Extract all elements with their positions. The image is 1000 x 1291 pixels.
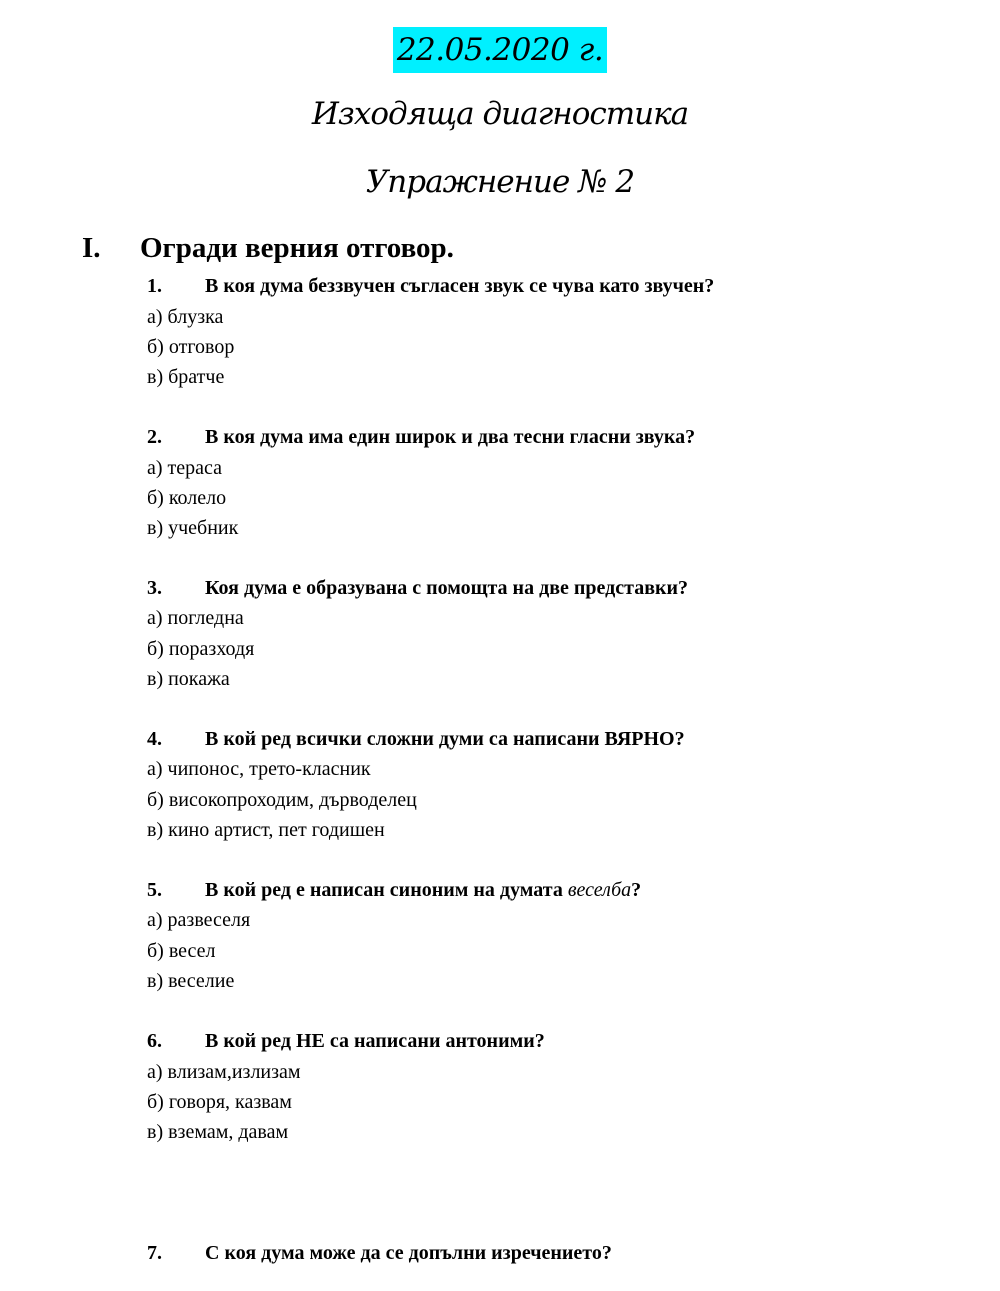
question-4	[147, 726, 685, 752]
exercise-title: Упражнение № 2	[365, 164, 635, 200]
question-number: 1.	[147, 275, 162, 297]
answer-option[interactable]: в) вземам, давам	[147, 1121, 289, 1143]
answer-option[interactable]: в) покажа	[147, 668, 230, 690]
answer-option[interactable]: в) кино артист, пет годишен	[147, 819, 385, 841]
section-number: I.	[82, 232, 101, 264]
answer-option[interactable]: а) погледна	[147, 607, 244, 629]
worksheet-title: Изходяща диагностика	[311, 96, 689, 132]
answer-option[interactable]: б) поразходя	[147, 638, 255, 660]
question-text: В кой ред всички сложни думи са написани ВЯРНО?	[205, 728, 685, 750]
question-number: 6.	[147, 1030, 162, 1052]
question-text: В кой ред НЕ са написани антоними?	[205, 1030, 545, 1052]
question-emphasis: веселба	[567, 879, 632, 901]
answer-option[interactable]: а) влизам,излизам	[147, 1061, 301, 1083]
answer-option[interactable]: б) говоря, казвам	[147, 1091, 292, 1113]
answer-option[interactable]: а) чипонос, трето-класник	[147, 758, 371, 780]
question-text: С коя дума може да се допълни изречението?	[205, 1242, 612, 1264]
answer-option[interactable]: б) колело	[147, 487, 227, 509]
question-text: Коя дума е образувана с помощта на две представки?	[205, 577, 689, 599]
question-number: 7.	[147, 1242, 162, 1264]
section-heading	[82, 228, 454, 268]
question-number: 5.	[147, 879, 162, 901]
question-text: В коя дума беззвучен съгласен звук се чува като звучен?	[205, 275, 715, 297]
question-number: 4.	[147, 728, 162, 750]
section-instruction: Огради верния отговор.	[140, 232, 454, 264]
answer-option[interactable]: в) учебник	[147, 517, 239, 539]
answer-option[interactable]: б) високопроходим, дърводелец	[147, 789, 417, 811]
question-5	[147, 877, 641, 903]
answer-option[interactable]: в) веселие	[147, 970, 235, 992]
answer-option[interactable]: б) весел	[147, 940, 216, 962]
question-3	[147, 575, 688, 601]
date-label: 22.05.2020 г.	[393, 27, 607, 73]
question-1	[147, 273, 714, 299]
answer-option[interactable]: б) отговор	[147, 336, 235, 358]
answer-option[interactable]: а) тераса	[147, 457, 223, 479]
question-text-end: ?	[631, 879, 642, 901]
question-text: В кой ред е написан синоним на думата	[205, 879, 568, 901]
question-2	[147, 424, 695, 450]
question-7	[147, 1240, 612, 1266]
answer-option[interactable]: а) развеселя	[147, 909, 251, 931]
answer-option[interactable]: а) блузка	[147, 306, 224, 328]
question-text: В коя дума има един широк и два тесни гласни звука?	[205, 426, 696, 448]
answer-option[interactable]: в) братче	[147, 366, 225, 388]
question-6	[147, 1028, 545, 1054]
question-number: 3.	[147, 577, 162, 599]
question-number: 2.	[147, 426, 162, 448]
